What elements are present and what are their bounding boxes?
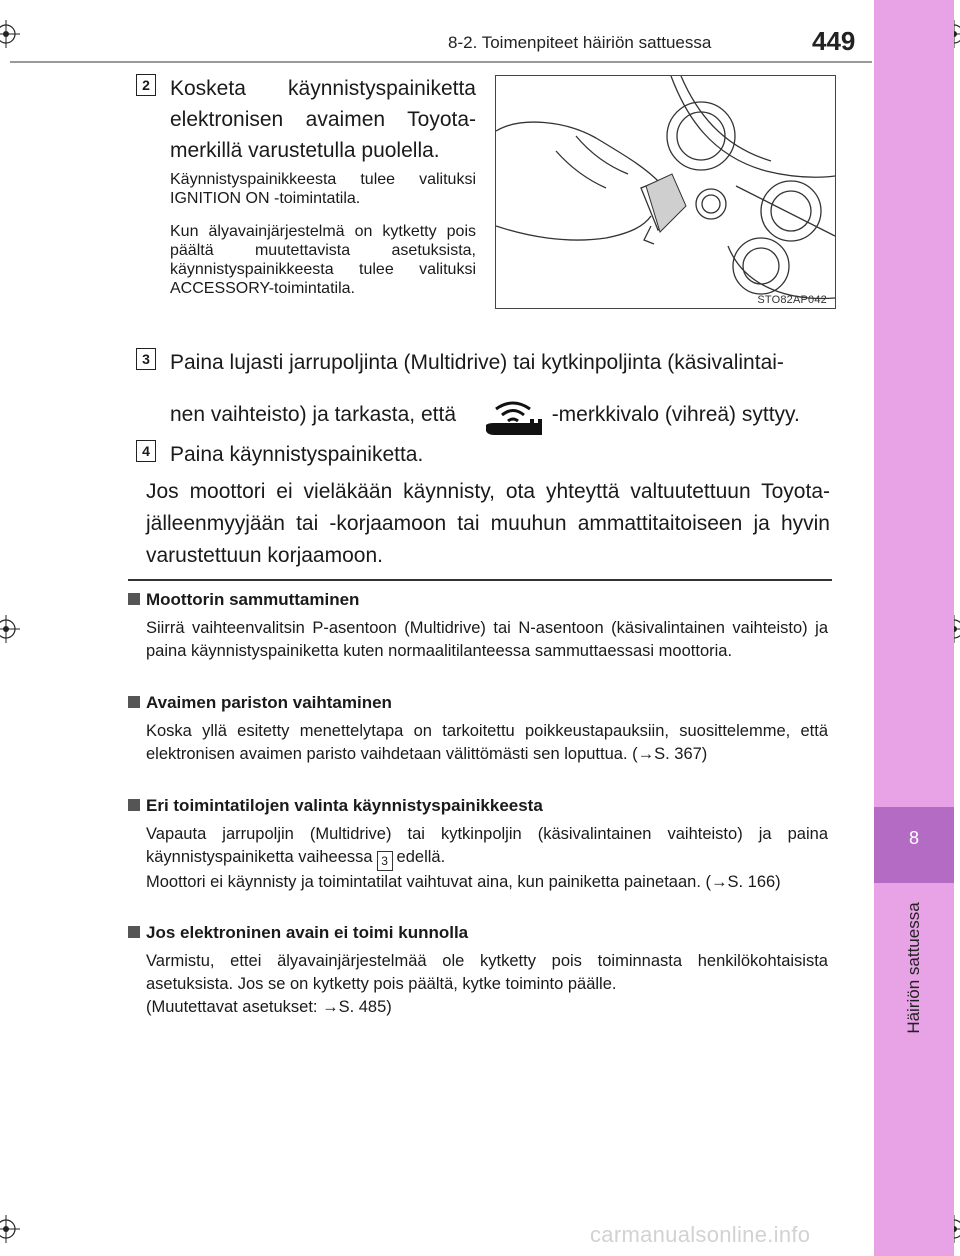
- step-reference-box: 3: [377, 851, 393, 871]
- note-body-text: (Muutettavat asetukset: →S. 485): [146, 998, 392, 1016]
- note-body: Siirrä vaihteenvalitsin P-asentoon (Multidrive) tai N-asentoon (käsivalintainen vaihteisto) ja paina käynnistyspainiketta kuten normaalitilanteessa sammuttaessasi moottoria.: [146, 619, 828, 660]
- note-body: [146, 950, 828, 1019]
- note-body-text: Vapauta jarrupoljin (Multidrive) tai kytkinpoljin (käsivalintainen vaihteisto) ja paina käynnistyspainiketta vaiheessa: [146, 825, 828, 866]
- image-code: STO82AP042: [757, 294, 827, 306]
- note-title: [128, 590, 359, 610]
- note-body: Koska yllä esitetty menettelytapa on tarkoitettu poikkeustapauksiin, suosittelemme, että elektronisen avaimen paristo vaihdetaan välittömästi sen loputtua. (→S. 367): [146, 722, 828, 763]
- note-body-text: Moottori ei käynnisty ja toimintatilat vaihtuvat aina, kun painiketta painetaan. (→S. 166): [146, 873, 781, 891]
- watermark: carmanualsonline.info: [590, 1222, 811, 1247]
- registration-mark-icon: [0, 20, 20, 48]
- bullet-square-icon: [128, 593, 140, 605]
- chapter-title-container: [874, 883, 954, 1053]
- section-divider: [128, 579, 832, 581]
- step-number-box: 2: [136, 74, 156, 96]
- step-number-box: 3: [136, 348, 156, 370]
- step-3-text-line-2: [170, 395, 830, 435]
- chapter-number: 8: [908, 828, 919, 848]
- note-title: [128, 796, 543, 816]
- note-body-text: edellä.: [396, 848, 446, 866]
- note-title: [128, 923, 468, 943]
- step-3-text-after-icon: -merkkivalo (vihreä) syttyy.: [551, 403, 800, 426]
- bullet-square-icon: [128, 799, 140, 811]
- key-indicator-icon: [482, 395, 544, 435]
- step-2-note-1: Käynnistyspainikkeesta tulee valituksi IGNITION ON -toimintatila.: [170, 171, 476, 207]
- note-body: [146, 823, 828, 894]
- step-3-text-before-icon: nen vaihteisto) ja tarkasta, että: [170, 403, 456, 426]
- hand-key-start-button-icon: [496, 76, 835, 308]
- registration-mark-icon: [0, 1215, 20, 1243]
- note-title-text: Moottorin sammuttaminen: [146, 590, 360, 609]
- contact-dealer-paragraph: Jos moottori ei vieläkään käynnisty, ota yhteyttä valtuutettuun Toyota-jälleenmyyjään tai -korjaamoon tai muuhun ammattitaitoiseen ja hyvin varustettuun korjaamoon.: [146, 480, 830, 567]
- step-4-text: Paina käynnistyspainiketta.: [170, 443, 424, 466]
- section-title: 8-2. Toimenpiteet häiriön sattuessa: [448, 33, 712, 52]
- chapter-side-tab: [874, 0, 954, 1256]
- step-number-box: 4: [136, 440, 156, 462]
- note-title-text: Eri toimintatilojen valinta käynnistyspainikkeesta: [146, 796, 543, 815]
- registration-mark-icon: [0, 615, 20, 643]
- step-3-text-line-1: Paina lujasti jarrupoljinta (Multidrive) tai kytkinpoljinta (käsivalintai-: [170, 351, 784, 374]
- note-body-text: Varmistu, ettei älyavainjärjestelmää ole kytketty pois toiminnasta henkilökohtaisista asetuksista. Jos se on kytketty pois päältä, kytke toiminto päälle.: [146, 952, 828, 993]
- page-number: 449: [812, 26, 856, 56]
- key-touch-illustration: [495, 75, 836, 309]
- note-title-text: Avaimen pariston vaihtaminen: [146, 693, 392, 712]
- step-2-note-2: Kun älyavainjärjestelmä on kytketty pois päältä muutettavista asetuksista, käynnistyspainikkeesta tulee valituksi ACCESSORY-toimintatila.: [170, 223, 476, 297]
- bullet-square-icon: [128, 926, 140, 938]
- note-title-text: Jos elektroninen avain ei toimi kunnolla: [146, 923, 469, 942]
- bullet-square-icon: [128, 696, 140, 708]
- header-divider: [10, 61, 872, 63]
- step-2-text: Kosketa käynnistyspainiketta elektronisen avaimen Toyota-merkillä varustetulla puolella.: [170, 77, 476, 162]
- note-title: [128, 693, 392, 713]
- chapter-title: Häiriön sattuessa: [904, 902, 923, 1034]
